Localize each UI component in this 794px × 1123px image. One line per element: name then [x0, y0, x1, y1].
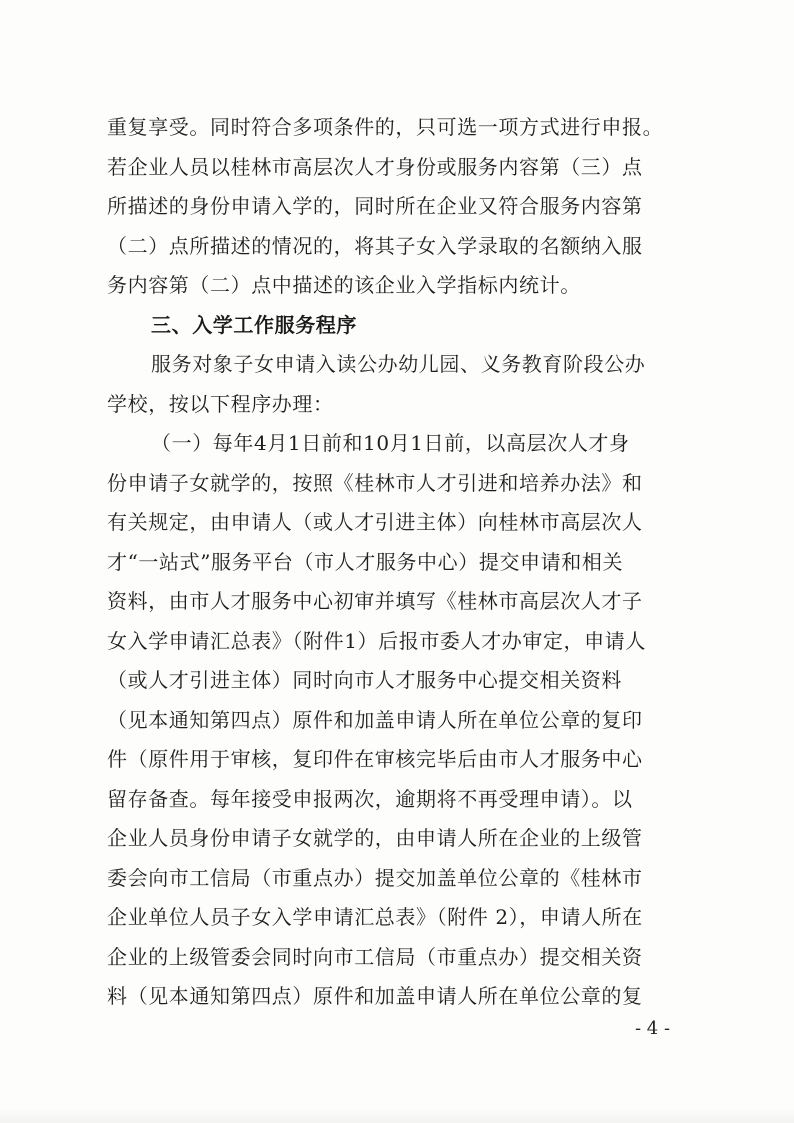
scan-edge-shade	[0, 1109, 794, 1123]
item-line: 件（原件用于审核，复印件在审核完毕后由市人才服务中心	[107, 747, 643, 771]
body-line: 若企业人员以桂林市高层次人才身份或服务内容第（三）点	[107, 154, 643, 179]
item-line: 企业单位人员子女入学申请汇总表》（附件 2），申请人所在	[107, 905, 643, 929]
intro-line: 学校，按以下程序办理：	[107, 391, 334, 416]
item-line: （见本通知第四点）原件和加盖申请人所在单位公章的复印	[107, 707, 643, 732]
page-number: - 4 -	[635, 1018, 671, 1039]
item-line: 企业的上级管委会同时向市工信局（市重点办）提交相关资	[107, 944, 643, 969]
item-line: 才“一站式”服务平台（市人才服务中心）提交申请和相关	[107, 549, 624, 574]
item-line: 料（见本通知第四点）原件和加盖申请人所在单位公章的复	[107, 984, 643, 1008]
item-line: 有关规定，由申请人（或人才引进主体）向桂林市高层次人	[107, 510, 643, 534]
item-line: 留存备查。每年接受申报两次，逾期将不再受理申请）。以	[107, 786, 633, 811]
item-line: （或人才引进主体）同时向市人才服务中心提交相关资料	[107, 668, 622, 692]
body-line: （二）点所描述的情况的，将其子女入学录取的名额纳入服	[107, 233, 643, 258]
item-line: 资料，由市人才服务中心初审并填写《桂林市高层次人才子	[107, 589, 643, 613]
intro-line: 服务对象子女申请入读公办幼儿园、义务教育阶段公办	[151, 352, 646, 376]
item-line: 份申请子女就学的，按照《桂林市人才引进和培养办法》和	[107, 470, 643, 495]
body-line: 所描述的身份申请入学的，同时所在企业又符合服务内容第	[107, 194, 643, 218]
item-line: 委会向市工信局（市重点办）提交加盖单位公章的《桂林市	[107, 865, 643, 890]
item-line: 女入学申请汇总表》（附件1）后报市委人才办审定，申请人	[107, 628, 646, 653]
item-line: 企业人员身份申请子女就学的，由申请人所在企业的上级管	[107, 826, 643, 850]
body-line: 务内容第（二）点中描述的该企业入学指标内统计。	[107, 273, 581, 297]
item-line: （一）每年4月1日前和10月1日前，以高层次人才身	[151, 431, 630, 455]
body-line: 重复享受。同时符合多项条件的，只可选一项方式进行申报。	[107, 115, 664, 139]
document-body	[107, 108, 690, 1017]
section-heading: 三、入学工作服务程序	[151, 312, 357, 337]
